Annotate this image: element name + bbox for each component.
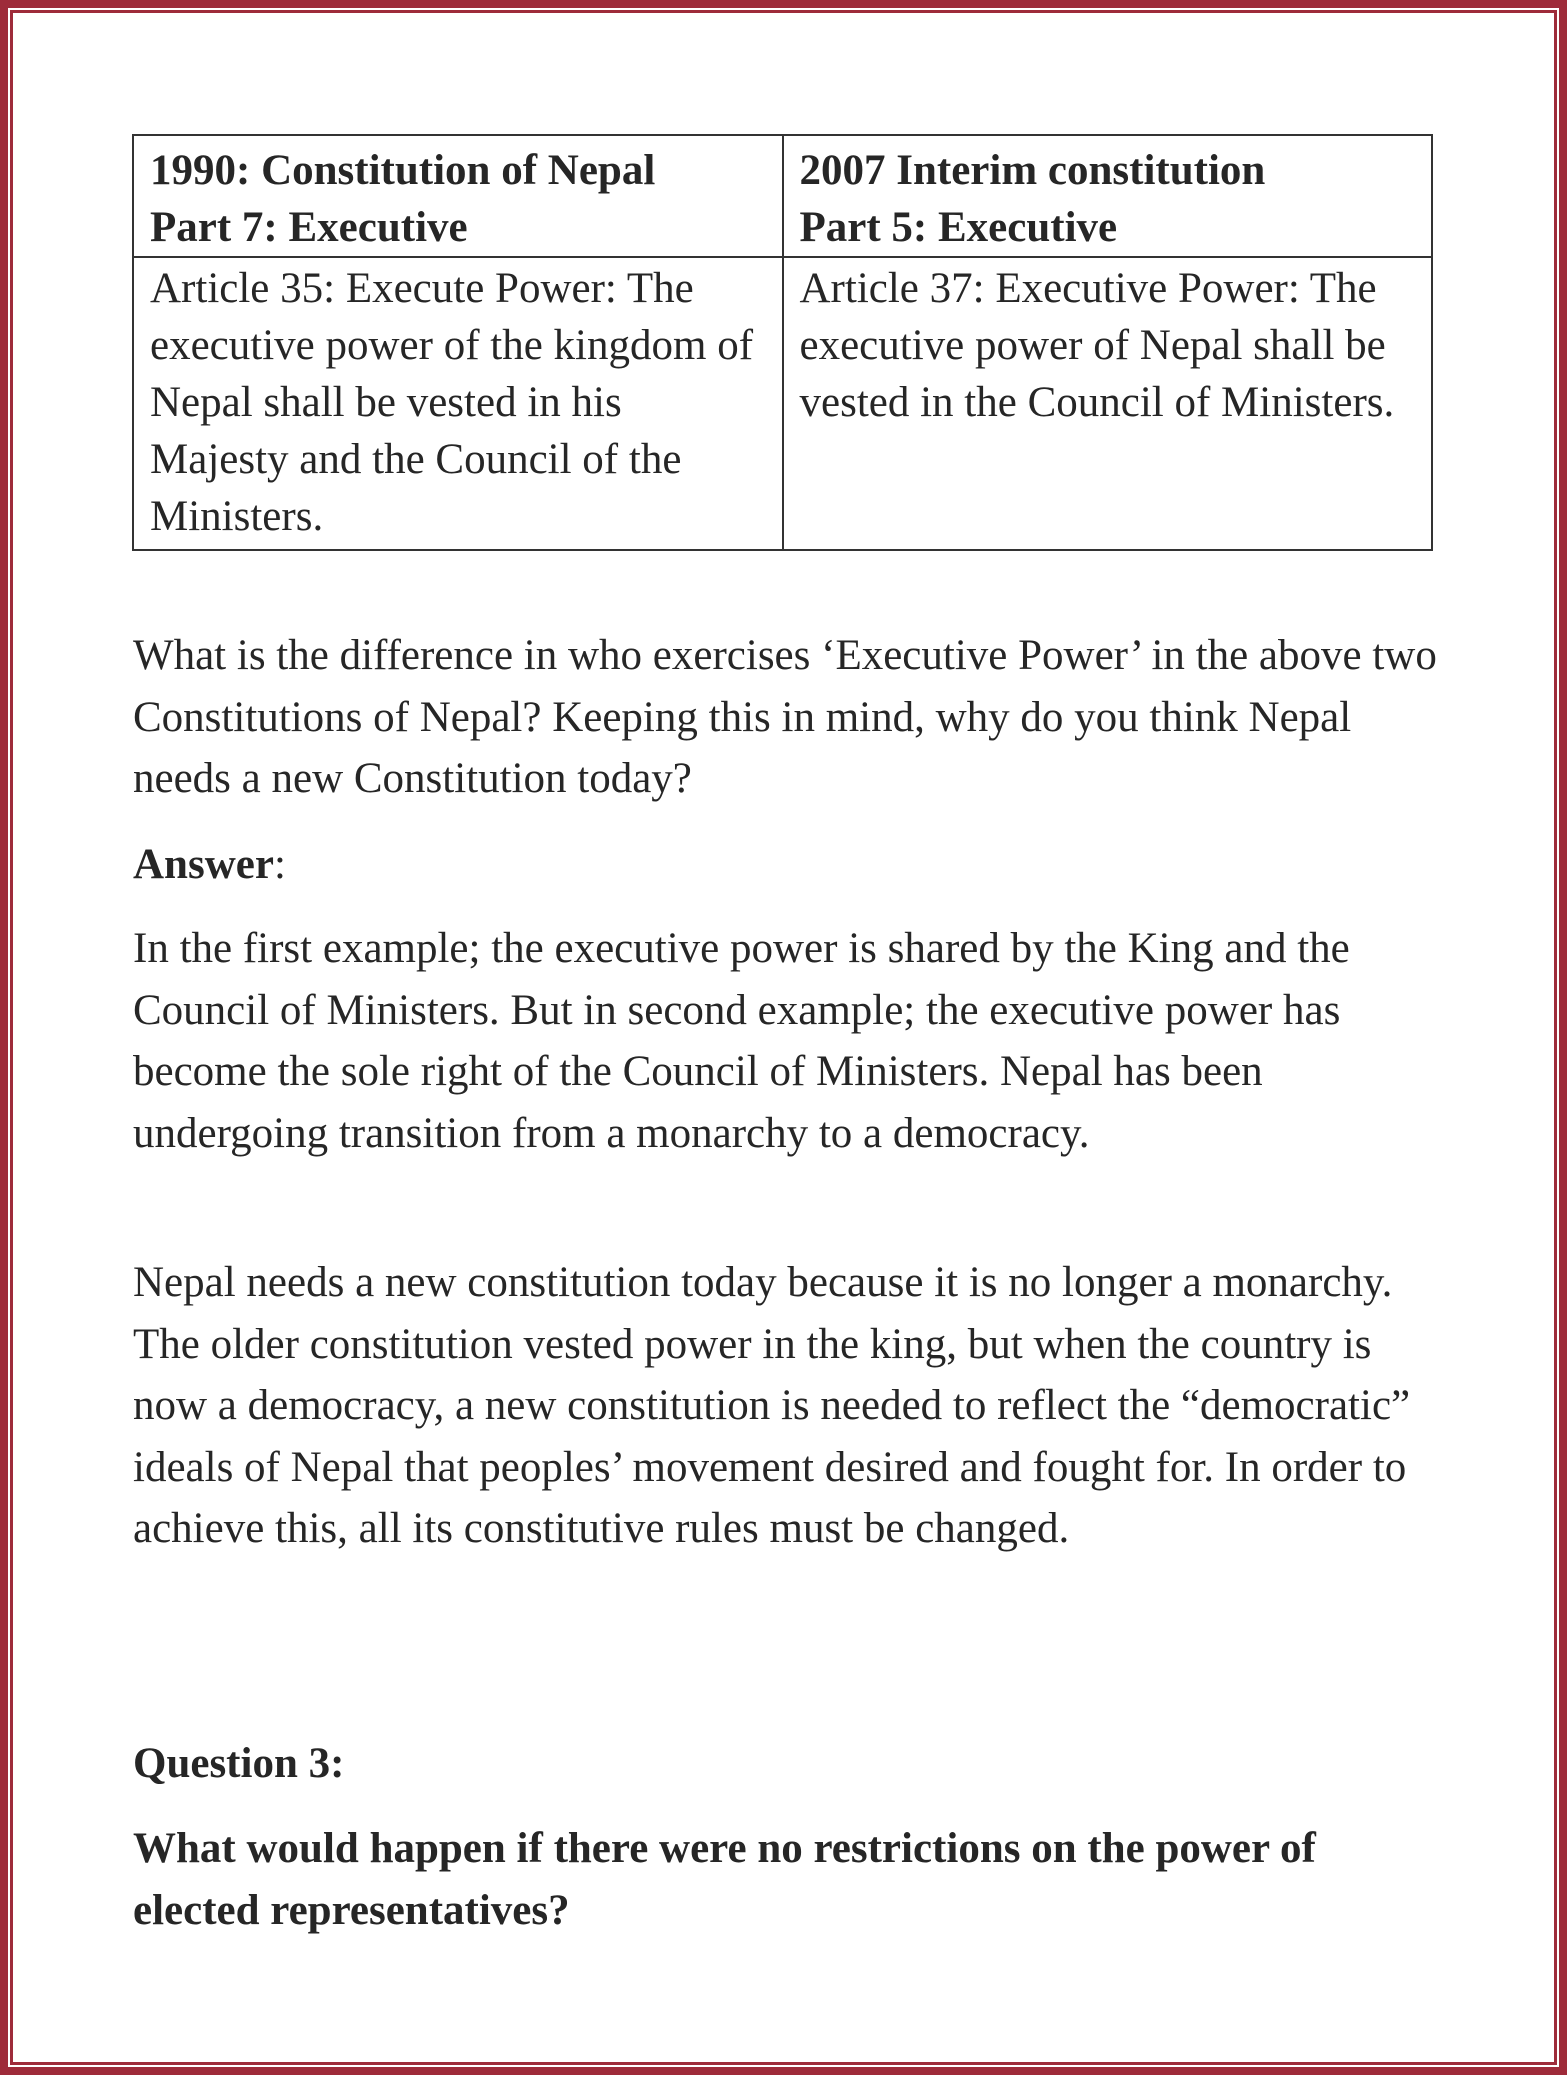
- answer-colon: :: [273, 841, 286, 888]
- answer-label: Answer: [133, 841, 274, 888]
- table-row: [133, 257, 1432, 550]
- table-header-1990: [133, 135, 783, 257]
- header-title: 1990: Constitution of Nepal: [150, 147, 656, 194]
- constitution-comparison-table: [132, 134, 1433, 551]
- answer-paragraph-1: [133, 918, 1443, 1164]
- table-cell-article-37: Article 37: Executive Power: The executive power of Nepal shall be vested in the Council of Ministers.: [783, 257, 1433, 550]
- header-subtitle: Part 5: Executive: [799, 204, 1118, 251]
- question-3-text: What would happen if there were no restrictions on the power of elected representatives?: [133, 1825, 1316, 1934]
- question-paragraph: What is the difference in who exercises ‘Executive Power’ in the above two Constitutions of Nepal? Keeping this in mind, why do you think Nepal needs a new Constitution today?: [133, 632, 1437, 802]
- header-title: 2007 Interim constitution: [799, 147, 1266, 194]
- table-cell-article-35: Article 35: Execute Power: The executive power of the kingdom of Nepal shall be vested in his Majesty and the Council of the Ministers.: [133, 257, 783, 550]
- header-subtitle: Part 7: Executive: [150, 204, 468, 251]
- question-text: [133, 625, 1443, 810]
- question-3-label: Question 3:: [133, 1740, 345, 1787]
- answer-text: In the first example; the executive power is shared by the King and the Council of Ministers. But in second example; the executive power has become the sole right of the Council of Ministers. Nepal has been undergoing transition from a monarchy to a democracy.: [133, 925, 1350, 1157]
- table-header-2007: [783, 135, 1433, 257]
- answer-heading: [133, 834, 1443, 896]
- answer-paragraph-2: [133, 1252, 1443, 1560]
- answer-text: Nepal needs a new constitution today because it is no longer a monarchy. The older constitution vested power in the king, but when the country is now a democracy, a new constitution is needed to reflect the “democratic” ideals of Nepal that peoples’ movement desired and fought for. In order to achieve this, all its constitutive rules must be changed.: [133, 1259, 1411, 1552]
- table-header-row: [133, 135, 1432, 257]
